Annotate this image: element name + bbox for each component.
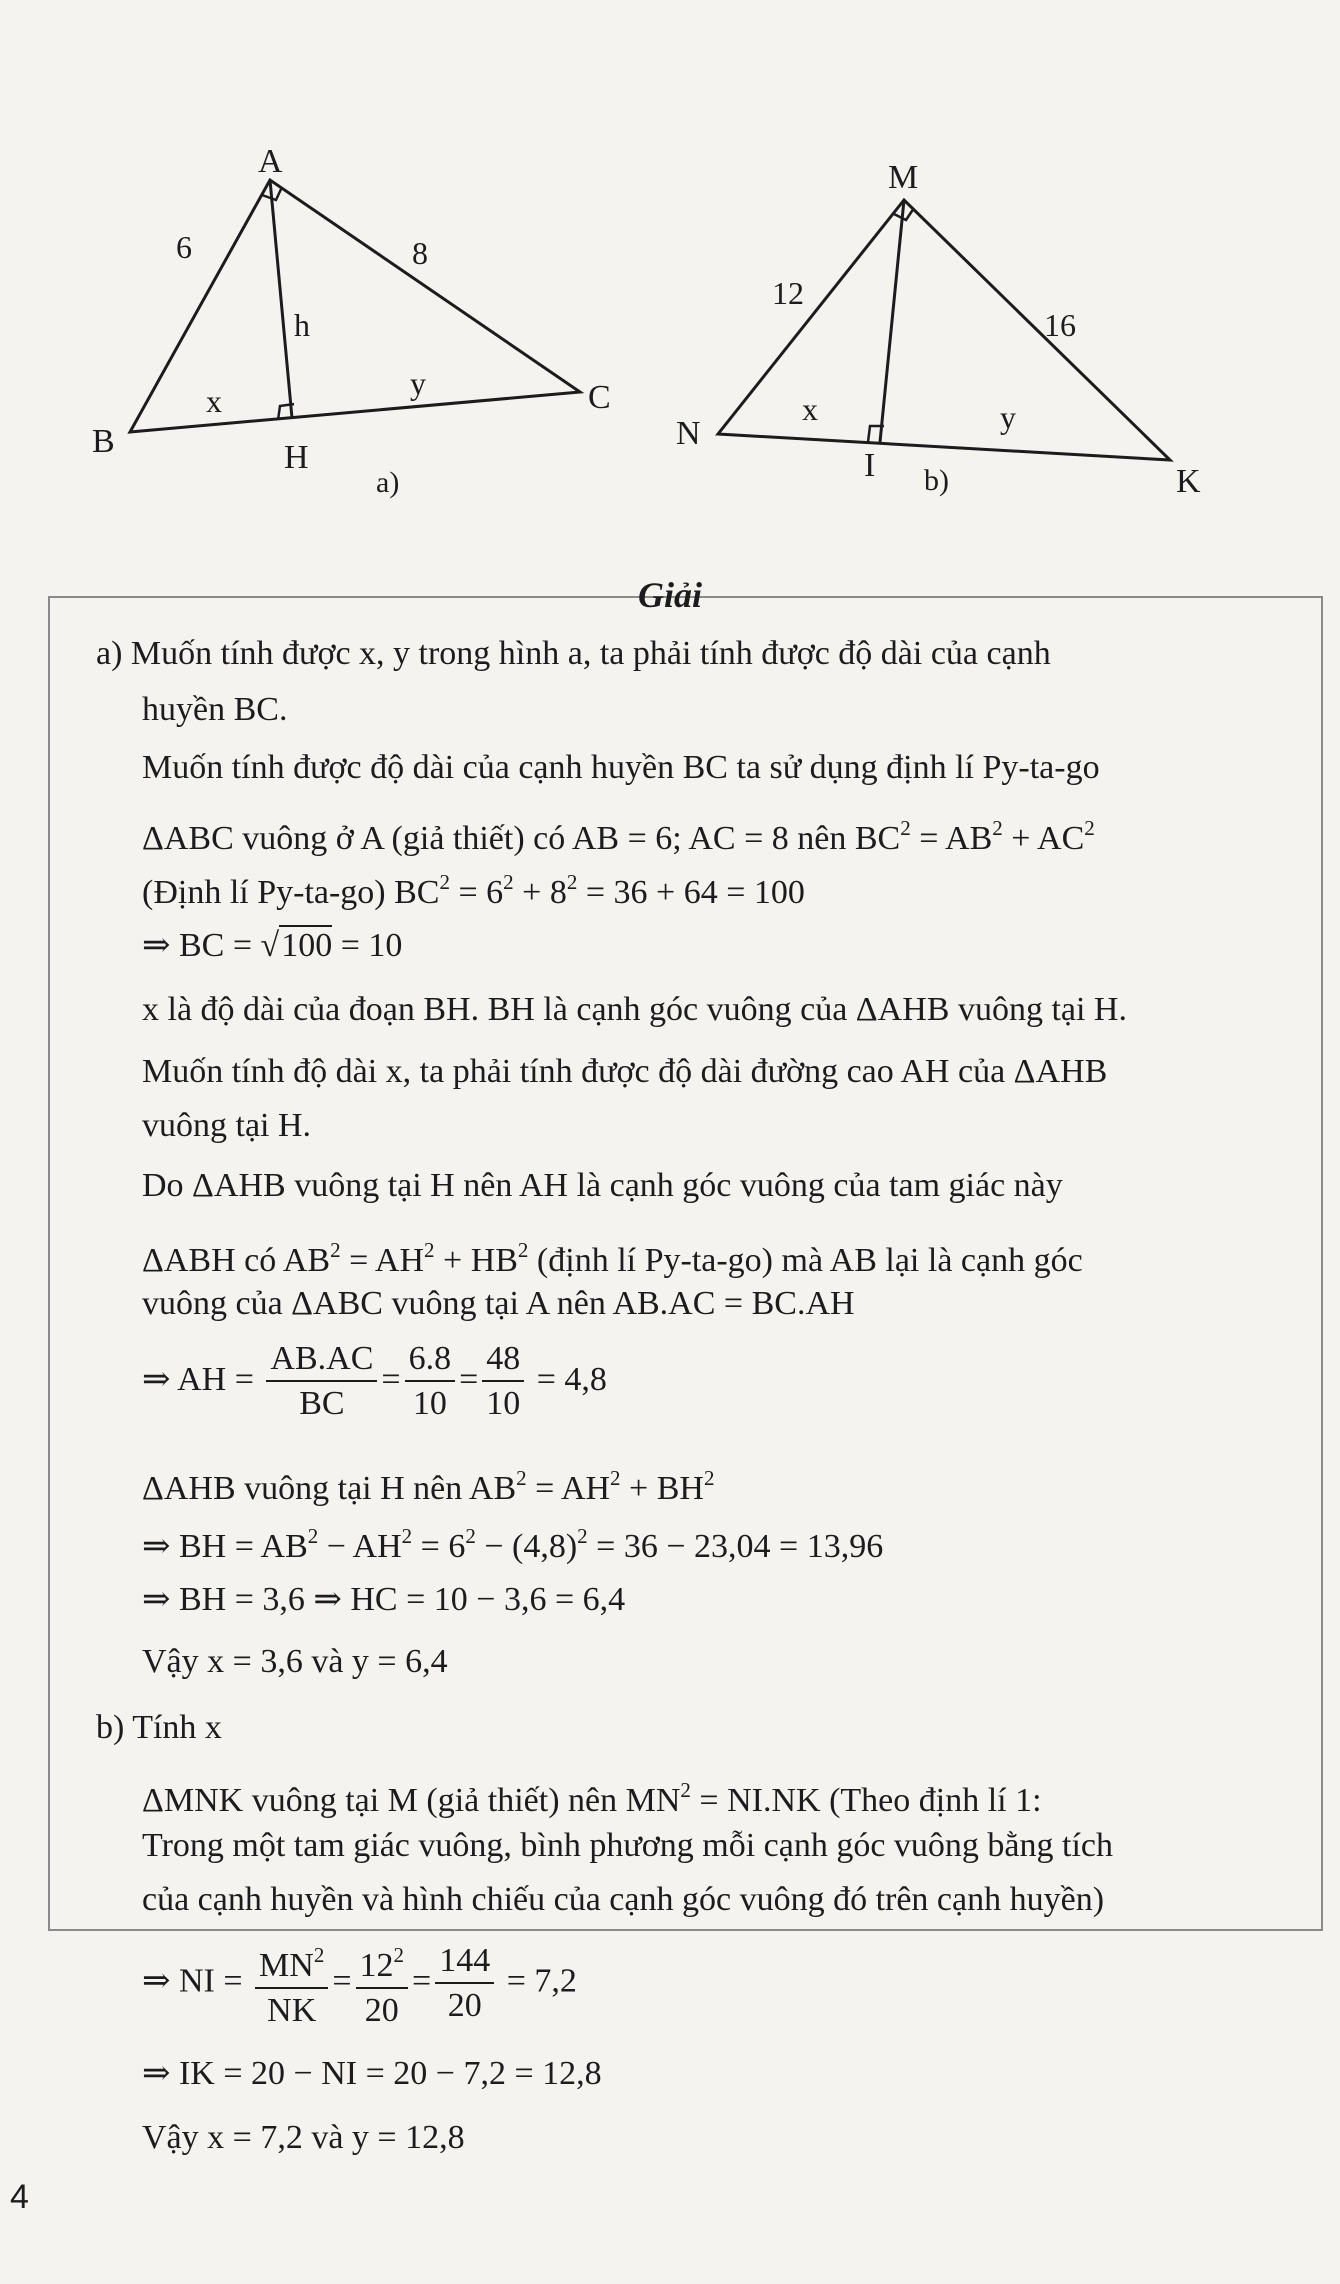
sup: 2 [313, 1943, 325, 1967]
sup: 2 [465, 1524, 476, 1548]
part-a-conclusion: Vậy x = 3,6 và y = 6,4 [142, 1643, 448, 1680]
text: ⇒ AH = [142, 1360, 254, 1398]
sup: 2 [610, 1466, 621, 1490]
text: = 6 [449, 874, 504, 911]
sup: 2 [503, 870, 514, 894]
text: (định lí Py-ta-go) mà AB lại là cạnh góc [528, 1242, 1083, 1279]
label-a: A [258, 143, 283, 180]
sup: 2 [680, 1778, 691, 1802]
part-a-line-12: vuông của ΔABC vuông tại A nên AB.AC = BC.AH [142, 1285, 855, 1322]
text: 12 [359, 1947, 394, 1984]
label-b: B [92, 423, 115, 460]
sup: 2 [1084, 816, 1095, 840]
text: = 36 + 64 = 100 [577, 874, 805, 911]
sup: 2 [307, 1524, 319, 1548]
altitude-ah [270, 180, 292, 418]
segment-x: x [206, 383, 222, 419]
numerator: 144 [435, 1940, 494, 1984]
text: = AB [910, 820, 993, 857]
text: + 8 [513, 874, 567, 911]
part-a-line-3: Muốn tính được độ dài của cạnh huyền BC ta sử dụng định lí Py-ta-go [142, 749, 1100, 786]
part-a-line-9: vuông tại H. [142, 1107, 312, 1144]
denominator: BC [299, 1385, 345, 1422]
part-a-line-15: ⇒ BH = 3,6 ⇒ HC = 10 − 3,6 = 6,4 [142, 1581, 626, 1618]
sup: 2 [992, 816, 1003, 840]
sup: 2 [439, 870, 450, 894]
part-a-line-11 [142, 1230, 1083, 1281]
label-k: K [1176, 463, 1201, 500]
text: = 36 − 23,04 = 13,96 [587, 1528, 884, 1565]
part-a-line-6 [142, 926, 402, 966]
text: = 7,2 [506, 1962, 577, 2000]
part-b-line-3: Trong một tam giác vuông, bình phương mỗi cạnh góc vuông bằng tích [142, 1827, 1113, 1864]
part-a-line-4 [142, 808, 1095, 859]
text: = 4,8 [536, 1360, 607, 1398]
label-h: H [284, 439, 309, 476]
fraction [435, 1940, 494, 2028]
numerator: AB.AC [266, 1338, 377, 1382]
sup: 2 [516, 1466, 527, 1490]
numerator: 6.8 [405, 1338, 456, 1382]
triangle-mnk [718, 200, 1170, 460]
denominator: 10 [412, 1385, 447, 1422]
formula-ni: ⇒ NI = $\frac{MN^2}{NK}$ = $\frac{12^2}{20}$ = $\frac{144}{20}$ = 7,2 [142, 1934, 577, 2033]
side-ac-length: 8 [412, 235, 428, 271]
sup: 2 [703, 1466, 715, 1490]
text: MN [259, 1947, 314, 1984]
numerator [356, 1934, 409, 1989]
label-i: I [864, 447, 876, 484]
segment-y-b: y [1000, 399, 1016, 435]
part-b-line-4: của cạnh huyền và hình chiếu của cạnh góc vuông đó trên cạnh huyền) [142, 1881, 1105, 1918]
sup: 2 [577, 1524, 588, 1548]
part-a-line-10: Do ΔAHB vuông tại H nên AH là cạnh góc vuông của tam giác này [142, 1167, 1063, 1204]
segment-y: y [410, 365, 426, 401]
fraction [405, 1338, 456, 1426]
side-mn-length: 12 [772, 275, 804, 311]
sup: 2 [566, 870, 578, 894]
numerator: 48 [482, 1338, 524, 1382]
figures [0, 0, 1340, 520]
figure-a [92, 143, 611, 499]
label-n: N [676, 415, 701, 452]
sup: 2 [900, 816, 911, 840]
solution-title: Giải [637, 575, 702, 615]
part-a-line-8: Muốn tính độ dài x, ta phải tính được độ dài đường cao AH của ΔAHB [142, 1053, 1108, 1090]
text: ΔAHB vuông tại H nên AB [142, 1470, 517, 1507]
sup: 2 [517, 1238, 529, 1262]
sup: 2 [401, 1524, 413, 1548]
part-a-line-2: huyền BC. [142, 691, 288, 728]
part-a-line-1: a) Muốn tính được x, y trong hình a, ta phải tính được độ dài của cạnh [96, 635, 1051, 672]
side-mk-length: 16 [1044, 307, 1076, 343]
figure-a-caption: a) [376, 466, 400, 499]
denominator: 20 [447, 1986, 482, 2024]
sup: 2 [330, 1238, 341, 1262]
text: ΔABC vuông ở A (giả thiết) có AB = 6; AC = 8 nên BC [142, 820, 901, 857]
part-a-line-13 [142, 1458, 714, 1509]
figure-b-caption: b) [924, 464, 949, 497]
part-a-line-14 [142, 1516, 883, 1567]
text: + BH [620, 1470, 704, 1507]
fraction [482, 1338, 524, 1426]
segment-x-b: x [802, 391, 818, 427]
text: ⇒ NI = [142, 1962, 243, 2000]
triangle-abc [130, 180, 580, 432]
denominator: 20 [364, 1992, 399, 2029]
numerator [255, 1934, 328, 1989]
side-ab-length: 6 [176, 229, 192, 265]
sup: 2 [393, 1943, 405, 1967]
text: − (4,8) [475, 1528, 578, 1565]
fraction [356, 1934, 409, 2033]
denominator: 10 [486, 1385, 521, 1422]
text: ⇒ BC = √ [142, 927, 280, 964]
page-number: 4 [10, 2178, 29, 2216]
text: = AH [526, 1470, 611, 1507]
label-m: M [888, 159, 919, 196]
part-b-line-5: ⇒ IK = 20 − NI = 20 − 7,2 = 12,8 [142, 2055, 602, 2092]
part-b-line-1: b) Tính x [96, 1709, 222, 1746]
text: + AC [1002, 820, 1085, 857]
text: = 6 [412, 1528, 466, 1565]
text: + HB [434, 1242, 518, 1279]
text: ΔMNK vuông tại M (giả thiết) nên MN [142, 1782, 681, 1819]
text: (Định lí Py-ta-go) BC [142, 874, 440, 911]
text: ⇒ BH = AB [142, 1528, 308, 1565]
part-b-conclusion: Vậy x = 7,2 và y = 12,8 [142, 2119, 465, 2156]
sup: 2 [424, 1238, 435, 1262]
text: = NI.NK (Theo định lí 1: [690, 1782, 1042, 1819]
part-a-line-5 [142, 862, 805, 913]
text: = AH [340, 1242, 425, 1279]
fraction [266, 1338, 377, 1426]
text: − AH [318, 1528, 402, 1565]
altitude-mi [880, 200, 904, 442]
formula-ah: ⇒ AH = $\frac{AB.AC}{BC}$ = $\frac{6.8}{10}$ = $\frac{48}{10}$ = 4,8 [142, 1338, 607, 1426]
sqrt-radicand: 100 [281, 927, 333, 964]
height-h: h [294, 307, 310, 343]
part-b-line-2 [142, 1770, 1042, 1821]
figure-b [676, 159, 1201, 500]
part-a-line-7: x là độ dài của đoạn BH. BH là cạnh góc vuông của ΔAHB vuông tại H. [142, 991, 1127, 1028]
text: ΔABH có AB [142, 1242, 331, 1279]
denominator: NK [267, 1992, 317, 2029]
label-c: C [588, 379, 611, 416]
text: = 10 [332, 927, 403, 964]
fraction [255, 1934, 328, 2033]
